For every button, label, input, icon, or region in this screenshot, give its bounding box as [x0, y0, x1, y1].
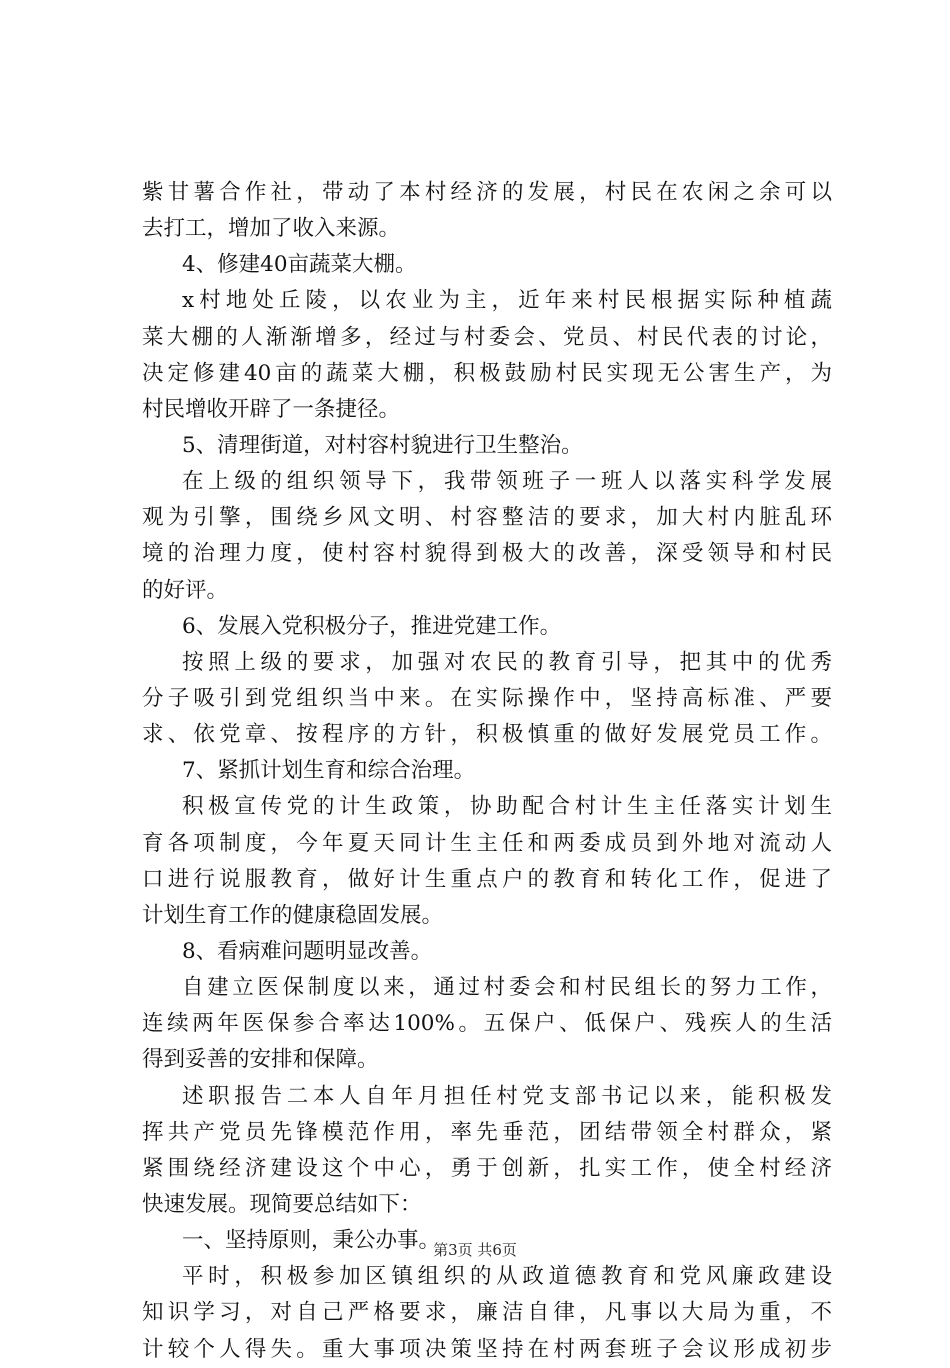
text-line: 8、看病难问题明显改善。 [182, 938, 433, 964]
text-line: 积极宣传党的计生政策，协助配合村计生主任落实计划生 [182, 794, 832, 820]
text-line: 快速发展。现简要总结如下： [142, 1191, 422, 1217]
text-line: 育各项制度，今年夏天同计生主任和两委成员到外地对流动人 [142, 830, 832, 856]
text-line: 观为引擎，围绕乡风文明、村容整洁的要求，加大村内脏乱环 [142, 505, 832, 531]
page-footer: 第3页 共6页 [433, 1241, 517, 1259]
text-line: 5、清理街道，对村容村貌进行卫生整治。 [182, 432, 583, 458]
text-line: 紧围绕经济建设这个中心，勇于创新，扎实工作，使全村经济 [142, 1155, 832, 1181]
text-line: 村民增收开辟了一条捷径。 [142, 396, 401, 422]
text-line: 4、修建40亩蔬菜大棚。 [182, 252, 417, 278]
text-line: 分子吸引到党组织当中来。在实际操作中，坚持高标准、严要 [142, 685, 832, 711]
text-line: 6、发展入党积极分子，推进党建工作。 [182, 613, 562, 639]
text-line: 在上级的组织领导下，我带领班子一班人以落实科学发展 [182, 469, 832, 495]
text-line: 菜大棚的人渐渐增多，经过与村委会、党员、村民代表的讨论， [142, 324, 832, 350]
text-line: 述职报告二本人自年月担任村党支部书记以来，能积极发 [182, 1083, 832, 1109]
text-line: 连续两年医保参合率达100%。五保户、低保户、残疾人的生活 [142, 1011, 832, 1037]
text-line: 平时，积极参加区镇组织的从政道德教育和党风廉政建设 [182, 1264, 832, 1290]
text-line: 决定修建40亩的蔬菜大棚，积极鼓励村民实现无公害生产，为 [142, 360, 832, 386]
text-line: 一、坚持原则，秉公办事。 [182, 1228, 441, 1254]
text-line: 计划生育工作的健康稳固发展。 [142, 902, 444, 928]
text-line: 知识学习，对自己严格要求，廉洁自律，凡事以大局为重，不 [142, 1300, 832, 1326]
text-line: 7、紧抓计划生育和综合治理。 [182, 758, 476, 784]
text-line: 按照上级的要求，加强对农民的教育引导，把其中的优秀 [182, 649, 832, 675]
text-line: 得到妥善的安排和保障。 [142, 1047, 379, 1073]
text-line: 紫甘薯合作社，带动了本村经济的发展，村民在农闲之余可以 [142, 180, 832, 205]
document-body [142, 175, 832, 1368]
text-line: x村地处丘陵，以农业为主，近年来村民根据实际种植蔬 [182, 288, 832, 314]
text-line: 挥共产党员先锋模范作用，率先垂范，团结带领全村群众，紧 [142, 1119, 832, 1145]
text-line: 境的治理力度，使村容村貌得到极大的改善，深受领导和村民 [142, 541, 832, 567]
text-line: 的好评。 [142, 577, 229, 603]
text-line: 自建立医保制度以来，通过村委会和村民组长的努力工作， [182, 975, 832, 1001]
text-line: 口进行说服教育，做好计生重点户的教育和转化工作，促进了 [142, 866, 832, 892]
text-line: 求、依党章、按程序的方针，积极慎重的做好发展党员工作。 [142, 722, 832, 748]
text-line: 去打工，增加了收入来源。 [142, 216, 401, 242]
text-line: 计较个人得失。重大事项决策坚持在村两套班子会议形成初步 [142, 1336, 832, 1362]
